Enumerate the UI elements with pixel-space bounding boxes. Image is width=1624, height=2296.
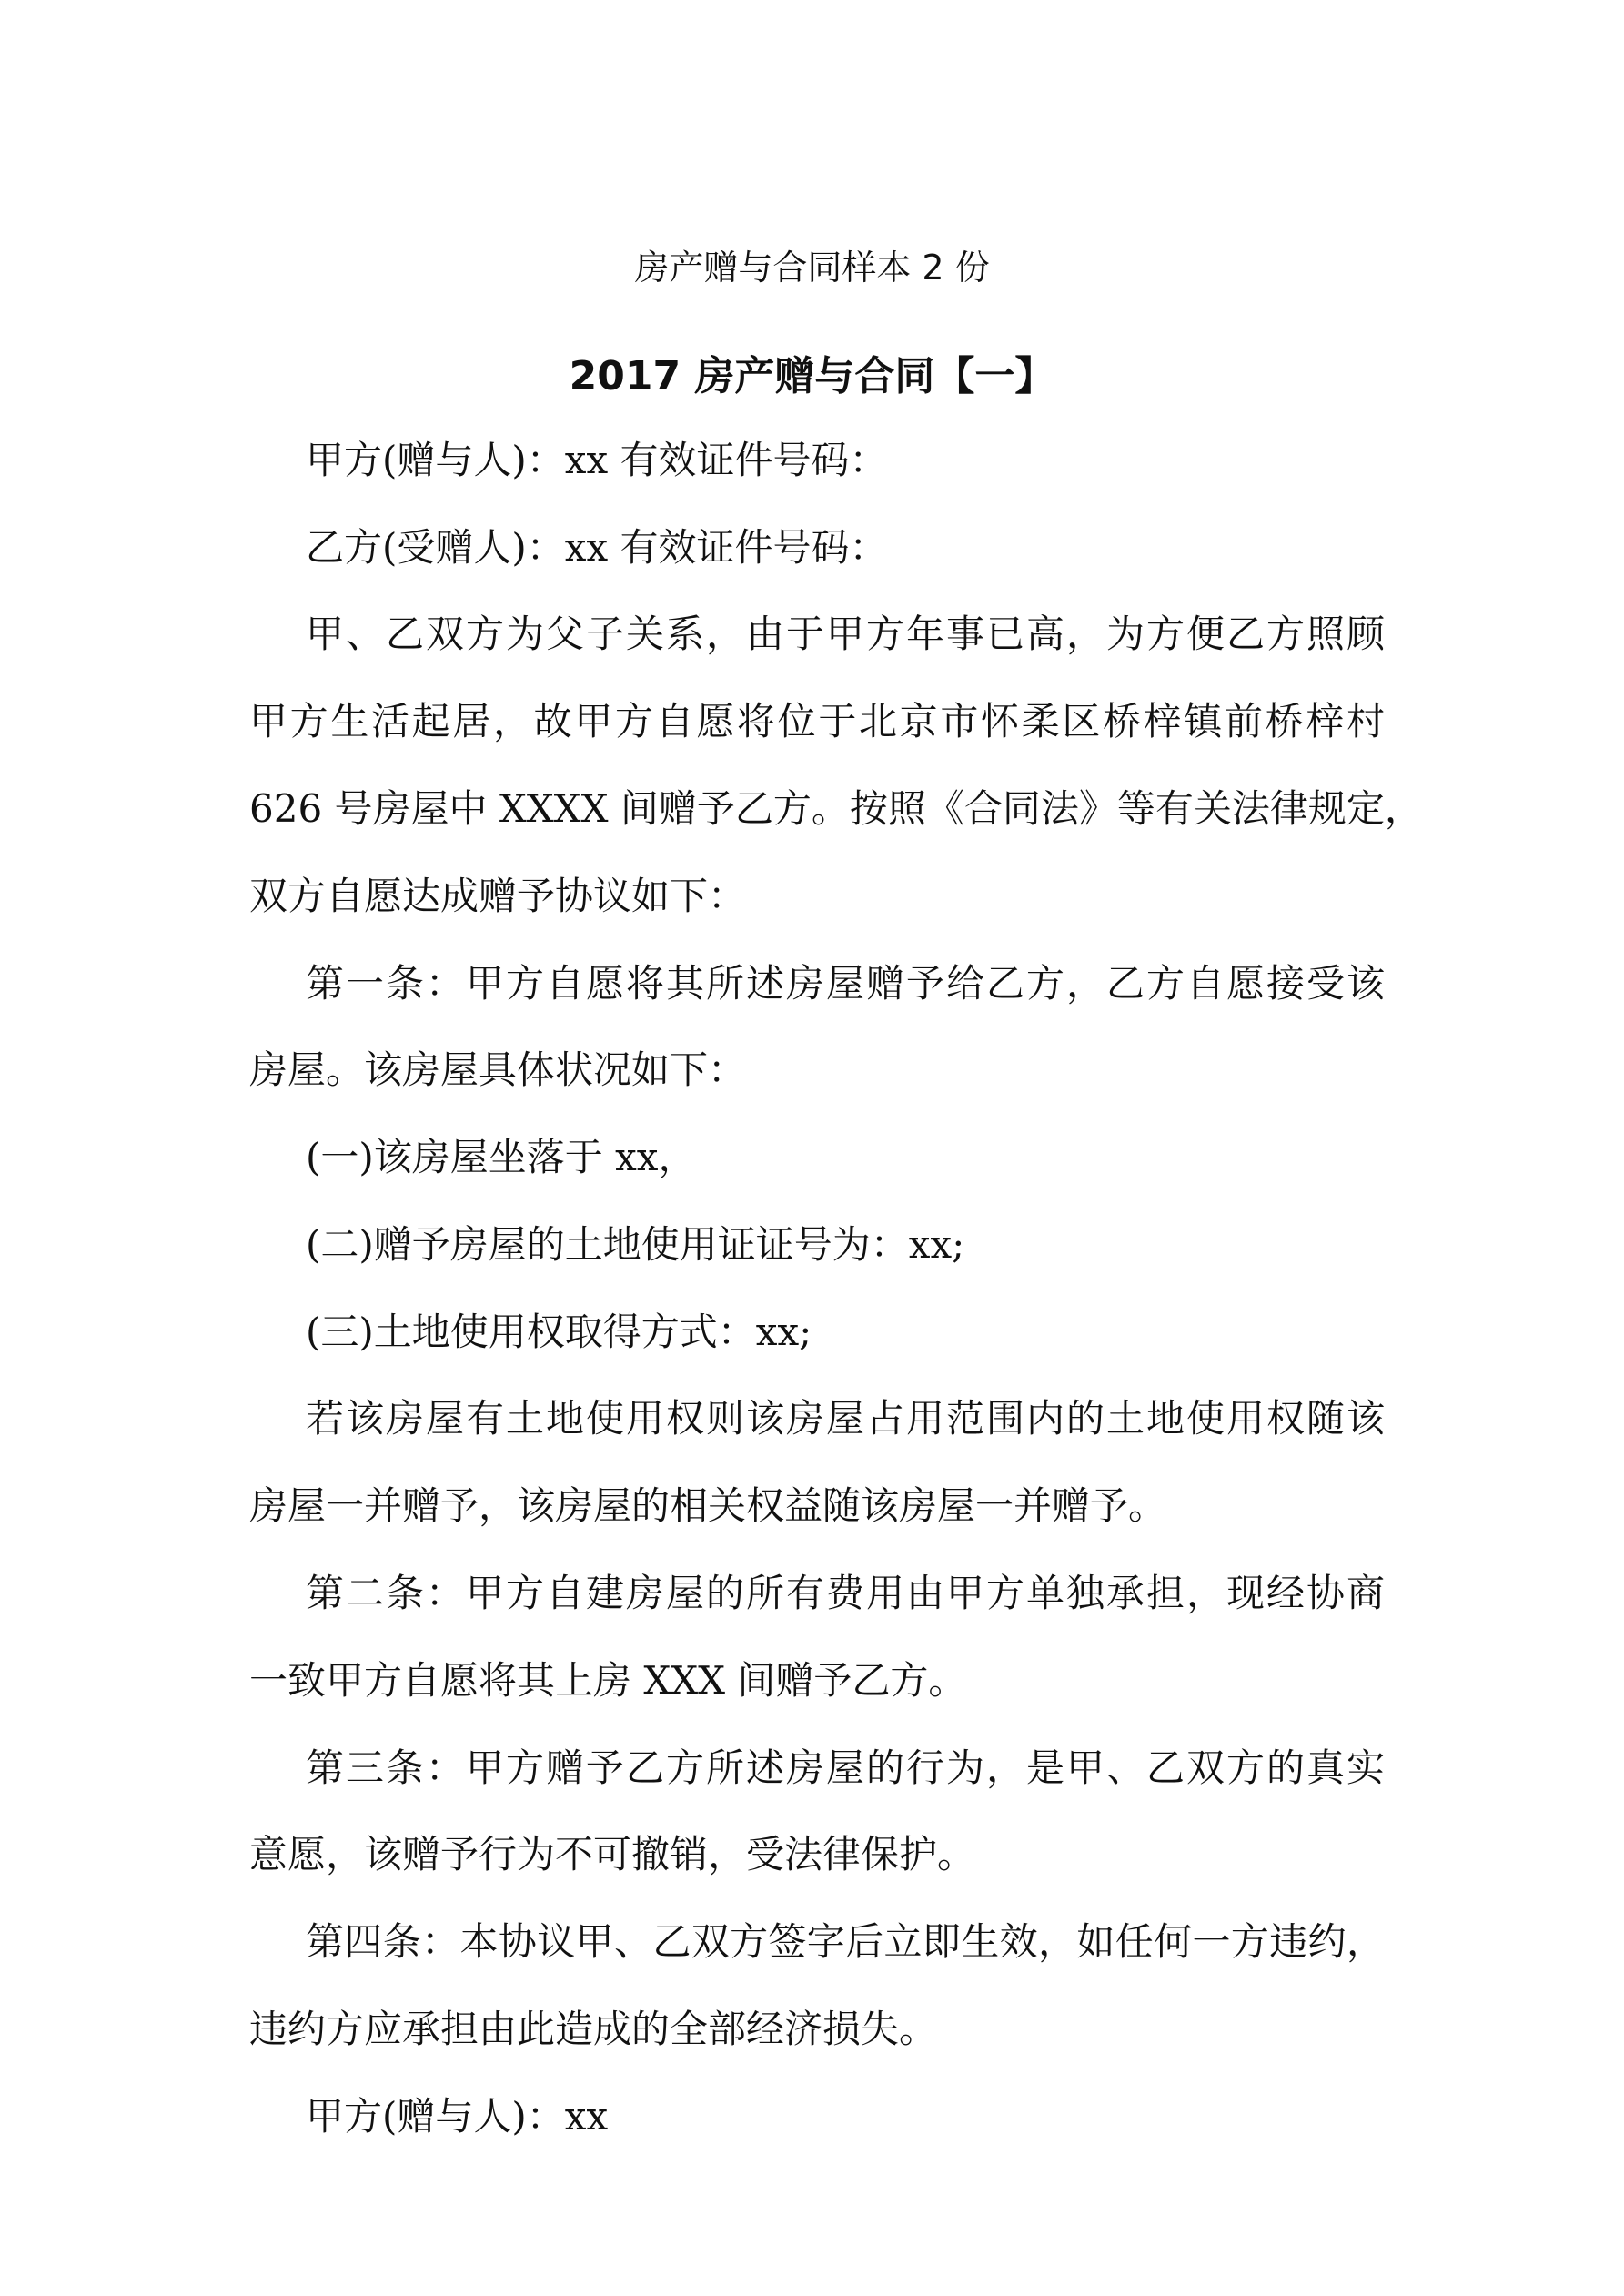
list-item-line: (一)该房屋坐落于 xx， — [306, 1135, 697, 1179]
paragraph-line: 甲方生活起居，故甲方自愿将位于北京市怀柔区桥梓镇前桥梓村 — [249, 699, 1385, 743]
list-item-line: (三)土地使用权取得方式：xx; — [306, 1310, 812, 1354]
article-3-line: 第三条：甲方赠予乙方所述房屋的行为，是甲、乙双方的真实 — [306, 1745, 1385, 1790]
article-2-line: 一致甲方自愿将其上房 XXX 间赠予乙方。 — [249, 1658, 967, 1703]
section-title: 2017 房产赠与合同【一】 — [569, 353, 1055, 400]
paragraph-line: 双方自愿达成赠予协议如下： — [249, 874, 747, 918]
article-1-line: 房屋。该房屋具体状况如下： — [249, 1047, 747, 1092]
article-4-line: 第四条：本协议甲、乙双方签字后立即生效，如任何一方违约， — [306, 1919, 1385, 1964]
article-1-line: 第一条：甲方自愿将其所述房屋赠予给乙方，乙方自愿接受该 — [306, 961, 1385, 1006]
signature-line: 甲方(赠与人)：xx — [306, 2094, 609, 2139]
party-a-line: 甲方(赠与人)：xx 有效证件号码： — [306, 438, 888, 482]
party-b-line: 乙方(受赠人)：xx 有效证件号码： — [306, 525, 888, 570]
paragraph-line: 房屋一并赠予，该房屋的相关权益随该房屋一并赠予。 — [249, 1483, 1167, 1528]
paragraph-line: 若该房屋有土地使用权则该房屋占用范围内的土地使用权随该 — [306, 1396, 1385, 1441]
article-2-line: 第二条：甲方自建房屋的所有费用由甲方单独承担，现经协商 — [306, 1571, 1385, 1615]
article-3-line: 意愿，该赠予行为不可撤销，受法律保护。 — [249, 1832, 976, 1876]
paragraph-line: 甲、乙双方为父子关系，由于甲方年事已高，为方便乙方照顾 — [306, 612, 1385, 656]
document-title: 房产赠与合同样本 2 份 — [634, 248, 990, 288]
list-item-line: (二)赠予房屋的土地使用证证号为：xx; — [306, 1222, 965, 1267]
paragraph-line: 626 号房屋中 XXXX 间赠予乙方。按照《合同法》等有关法律规定， — [249, 786, 1423, 831]
article-4-line: 违约方应承担由此造成的全部经济损失。 — [249, 2007, 938, 2051]
